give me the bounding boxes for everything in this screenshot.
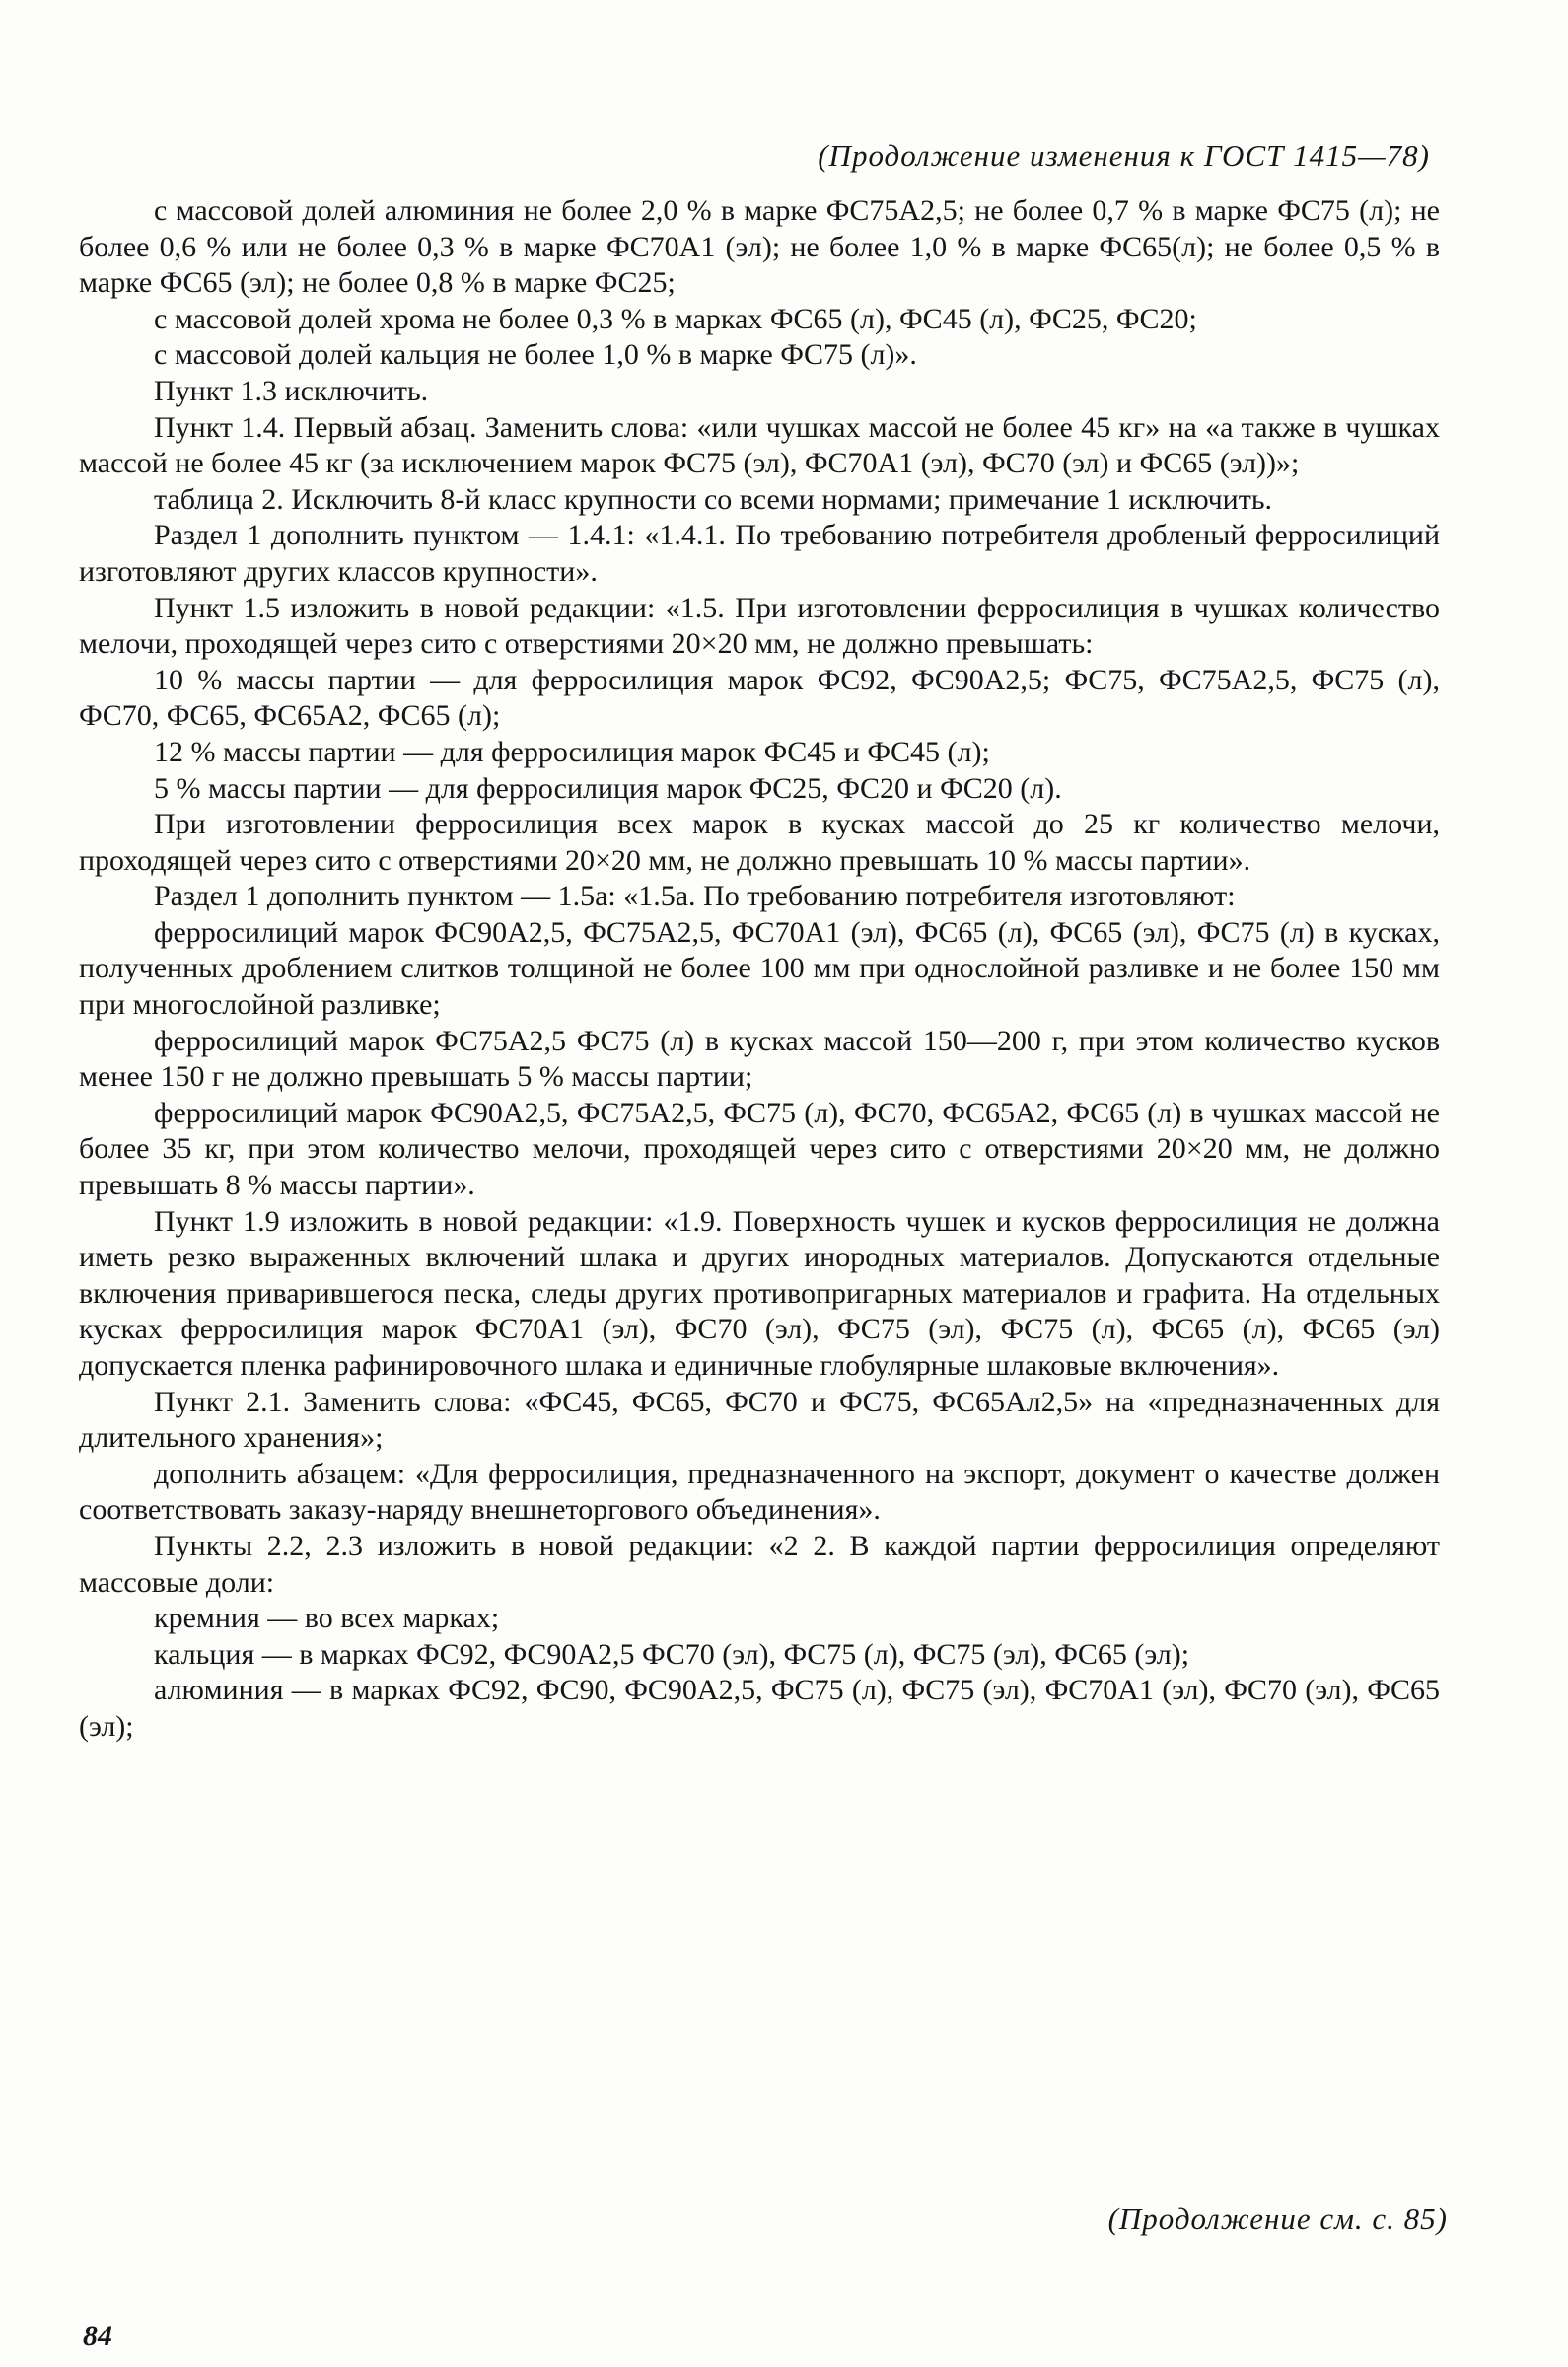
paragraph: с массовой долей хрома не более 0,3 % в марках ФС65 (л), ФС45 (л), ФС25, ФС20;	[154, 302, 1197, 335]
paragraph: Пункт 1.5 изложить в новой редакции: «1.5. При изготовлении ферросилиция в чушках количество мелочи, проходящей через сито с отверстиями 20×20 мм, не должно превышать:	[79, 591, 1440, 661]
paragraph: 10 % массы партии — для ферросилиция марок ФС92, ФС90А2,5; ФС75, ФС75А2,5, ФС75 (л), ФС70, ФС65, ФС65А2, ФС65 (л);	[79, 663, 1440, 733]
page-number: 84	[83, 2320, 112, 2352]
paragraph: При изготовлении ферросилиция всех марок в кусках массой до 25 кг количество мелочи, проходящей через сито с отверстиями 20×20 мм, не должно превышать 10 % массы партии».	[79, 808, 1440, 877]
paragraph: таблица 2. Исключить 8-й класс крупности со всеми нормами; примечание 1 исключить.	[154, 482, 1273, 516]
paragraph: ферросилиций марок ФС90А2,5, ФС75А2,5, ФС70А1 (эл), ФС65 (л), ФС65 (эл), ФС75 (л) в кусках, полученных дроблением слитков толщиной не более 100 мм при однослойной разливке и не более 150 мм при многослойной разливке;	[79, 915, 1440, 1022]
paragraph: 12 % массы партии — для ферросилиция марок ФС45 и ФС45 (л);	[154, 735, 990, 768]
paragraph: дополнить абзацем: «Для ферросилиция, предназначенного на экспорт, документ о качестве должен соответствовать заказу-наряду внешнеторгового объединения».	[79, 1457, 1440, 1527]
continuation-header: (Продолжение изменения к ГОСТ 1415—78)	[818, 138, 1430, 173]
paragraph: Пункты 2.2, 2.3 изложить в новой редакции: «2 2. В каждой партии ферросилиция определяют массовые доли:	[79, 1529, 1440, 1599]
paragraph: Пункт 1.3 исключить.	[154, 374, 429, 407]
paragraph: 5 % массы партии — для ферросилиция марок ФС25, ФС20 и ФС20 (л).	[154, 771, 1062, 805]
paragraph: Раздел 1 дополнить пунктом — 1.4.1: «1.4.1. По требованию потребителя дробленый ферросилиций изготовляют других классов крупности».	[79, 519, 1440, 588]
paragraph: Пункт 2.1. Заменить слова: «ФС45, ФС65, ФС70 и ФС75, ФС65Ал2,5» на «предназначенных для длительного хранения»;	[79, 1385, 1440, 1455]
paragraph: с массовой долей алюминия не более 2,0 % в марке ФС75А2,5; не более 0,7 % в марке ФС75 (л); не более 0,6 % или не более 0,3 % в марке ФС70А1 (эл); не более 1,0 % в марке ФС65(л); не более 0,5 % в марке ФС65 (эл); не более 0,8 % в марке ФС25;	[79, 194, 1440, 300]
paragraph: кремния — во всех марках;	[154, 1602, 500, 1635]
paragraph: с массовой долей кальция не более 1,0 % в марке ФС75 (л)».	[154, 338, 917, 372]
paragraph: Пункт 1.4. Первый абзац. Заменить слова: «или чушках массой не более 45 кг» на «а также в чушках массой не более 45 кг (за исключением марок ФС75 (эл), ФС70А1 (эл), ФС70 (эл) и ФС65 (эл))»;	[79, 410, 1440, 480]
paragraph: ферросилиций марок ФС75А2,5 ФС75 (л) в кусках массой 150—200 г, при этом количество кусков менее 150 г не должно превышать 5 % массы партии;	[79, 1024, 1440, 1094]
paragraph: Пункт 1.9 изложить в новой редакции: «1.9. Поверхность чушек и кусков ферросилиция не должна иметь резко выраженных включений шлака и других инородных материалов. Допускаются отдельные включения приварившегося песка, следы других противопригарных материалов и графита. На отдельных кусках ферросилиция марок ФС70А1 (эл), ФС70 (эл), ФС75 (эл), ФС75 (л), ФС65 (л), ФС65 (эл) допускается пленка рафинировочного шлака и единичные глобулярные шлаковые включения».	[79, 1204, 1440, 1382]
paragraph: алюминия — в марках ФС92, ФС90, ФС90А2,5, ФС75 (л), ФС75 (эл), ФС70А1 (эл), ФС70 (эл), ФС65 (эл);	[79, 1674, 1440, 1743]
paragraph: ферросилиций марок ФС90А2,5, ФС75А2,5, ФС75 (л), ФС70, ФС65А2, ФС65 (л) в чушках массой не более 35 кг, при этом количество мелочи, проходящей через сито с отверстиями 20×20 мм, не должно превышать 8 % массы партии».	[79, 1096, 1440, 1202]
continuation-footer: (Продолжение см. с. 85)	[1107, 2201, 1448, 2236]
paragraph: кальция — в марках ФС92, ФС90А2,5 ФС70 (эл), ФС75 (л), ФС75 (эл), ФС65 (эл);	[154, 1637, 1190, 1671]
document-body	[79, 193, 1440, 1746]
paragraph: Раздел 1 дополнить пунктом — 1.5а: «1.5а. По требованию потребителя изготовляют:	[154, 880, 1236, 913]
